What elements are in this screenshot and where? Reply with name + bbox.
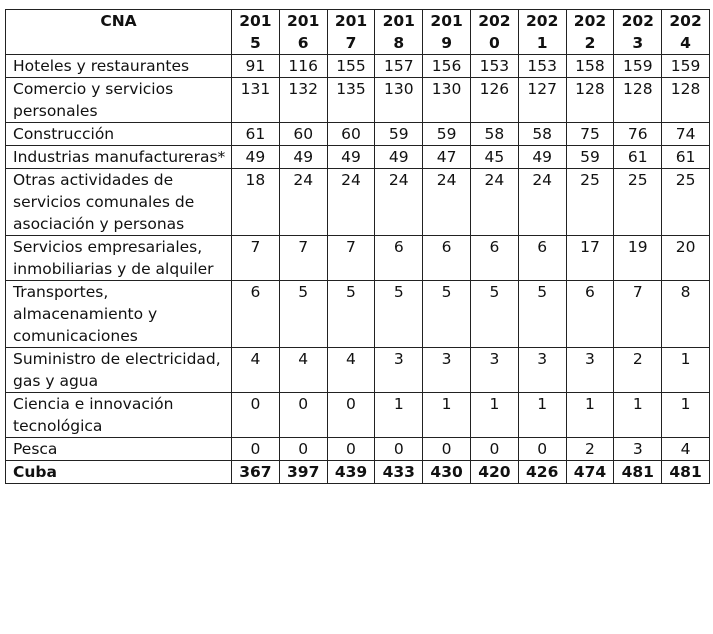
row-value: 128	[614, 78, 662, 123]
row-value: 6	[518, 236, 566, 281]
row-value: 1	[518, 393, 566, 438]
row-value: 153	[518, 55, 566, 78]
row-value: 1	[423, 393, 471, 438]
total-value: 420	[470, 461, 518, 484]
header-year: 2017	[327, 10, 375, 55]
row-value: 7	[232, 236, 280, 281]
row-value: 1	[470, 393, 518, 438]
row-value: 135	[327, 78, 375, 123]
row-value: 6	[423, 236, 471, 281]
total-label: Cuba	[6, 461, 232, 484]
table-row	[6, 438, 710, 461]
header-year: 2019	[423, 10, 471, 55]
row-value: 58	[470, 123, 518, 146]
row-value: 126	[470, 78, 518, 123]
row-value: 157	[375, 55, 423, 78]
row-value: 8	[662, 281, 710, 348]
row-value: 60	[279, 123, 327, 146]
row-value: 128	[566, 78, 614, 123]
header-year: 2023	[614, 10, 662, 55]
row-label: Transportes, almacenamiento y comunicaciones	[6, 281, 232, 348]
row-label: Pesca	[6, 438, 232, 461]
row-value: 24	[375, 169, 423, 236]
row-value: 159	[662, 55, 710, 78]
row-value: 18	[232, 169, 280, 236]
row-value: 116	[279, 55, 327, 78]
row-value: 7	[327, 236, 375, 281]
row-label: Hoteles y restaurantes	[6, 55, 232, 78]
row-label: Ciencia e innovación tecnológica	[6, 393, 232, 438]
row-value: 6	[470, 236, 518, 281]
row-value: 3	[375, 348, 423, 393]
row-value: 0	[279, 438, 327, 461]
row-value: 5	[279, 281, 327, 348]
row-value: 0	[232, 438, 280, 461]
row-value: 61	[614, 146, 662, 169]
row-value: 0	[518, 438, 566, 461]
total-row	[6, 461, 710, 484]
row-value: 1	[566, 393, 614, 438]
row-value: 1	[662, 393, 710, 438]
row-value: 5	[518, 281, 566, 348]
total-value: 397	[279, 461, 327, 484]
row-value: 4	[279, 348, 327, 393]
header-year: 2020	[470, 10, 518, 55]
row-value: 58	[518, 123, 566, 146]
row-value: 20	[662, 236, 710, 281]
table-row	[6, 123, 710, 146]
row-value: 3	[518, 348, 566, 393]
table-row	[6, 348, 710, 393]
row-value: 0	[423, 438, 471, 461]
row-value: 4	[232, 348, 280, 393]
row-value: 156	[423, 55, 471, 78]
row-value: 24	[470, 169, 518, 236]
total-value: 474	[566, 461, 614, 484]
row-value: 158	[566, 55, 614, 78]
row-value: 74	[662, 123, 710, 146]
row-value: 49	[279, 146, 327, 169]
cna-table	[5, 9, 710, 484]
row-value: 132	[279, 78, 327, 123]
row-label: Construcción	[6, 123, 232, 146]
header-year: 2015	[232, 10, 280, 55]
row-value: 75	[566, 123, 614, 146]
row-value: 0	[279, 393, 327, 438]
row-value: 60	[327, 123, 375, 146]
row-value: 5	[375, 281, 423, 348]
table-row	[6, 236, 710, 281]
row-label: Otras actividades de servicios comunales de asociación y personas	[6, 169, 232, 236]
row-value: 76	[614, 123, 662, 146]
header-row	[6, 10, 710, 55]
row-value: 131	[232, 78, 280, 123]
row-value: 2	[566, 438, 614, 461]
row-value: 130	[423, 78, 471, 123]
row-value: 24	[423, 169, 471, 236]
row-value: 7	[614, 281, 662, 348]
row-value: 25	[614, 169, 662, 236]
row-value: 5	[423, 281, 471, 348]
row-value: 24	[518, 169, 566, 236]
row-value: 0	[327, 393, 375, 438]
row-value: 6	[375, 236, 423, 281]
table-row	[6, 281, 710, 348]
row-value: 17	[566, 236, 614, 281]
row-value: 61	[662, 146, 710, 169]
row-value: 155	[327, 55, 375, 78]
table-row	[6, 169, 710, 236]
row-value: 24	[279, 169, 327, 236]
row-value: 6	[232, 281, 280, 348]
table-row	[6, 146, 710, 169]
row-value: 24	[327, 169, 375, 236]
row-value: 3	[423, 348, 471, 393]
row-value: 127	[518, 78, 566, 123]
row-value: 0	[470, 438, 518, 461]
total-value: 439	[327, 461, 375, 484]
row-value: 3	[470, 348, 518, 393]
row-value: 49	[327, 146, 375, 169]
row-value: 128	[662, 78, 710, 123]
row-value: 4	[327, 348, 375, 393]
table-row	[6, 393, 710, 438]
row-value: 3	[614, 438, 662, 461]
header-year: 2018	[375, 10, 423, 55]
row-value: 45	[470, 146, 518, 169]
row-value: 91	[232, 55, 280, 78]
row-value: 2	[614, 348, 662, 393]
row-value: 3	[566, 348, 614, 393]
total-value: 367	[232, 461, 280, 484]
row-value: 49	[375, 146, 423, 169]
total-value: 481	[662, 461, 710, 484]
header-year: 2016	[279, 10, 327, 55]
row-value: 159	[614, 55, 662, 78]
row-value: 7	[279, 236, 327, 281]
row-value: 153	[470, 55, 518, 78]
header-year: 2022	[566, 10, 614, 55]
row-value: 5	[327, 281, 375, 348]
header-cna: CNA	[6, 10, 232, 55]
total-value: 481	[614, 461, 662, 484]
row-value: 59	[566, 146, 614, 169]
row-value: 25	[662, 169, 710, 236]
row-value: 5	[470, 281, 518, 348]
row-value: 1	[375, 393, 423, 438]
row-value: 59	[375, 123, 423, 146]
row-label: Servicios empresariales, inmobiliarias y de alquiler	[6, 236, 232, 281]
header-year: 2021	[518, 10, 566, 55]
row-value: 25	[566, 169, 614, 236]
row-value: 19	[614, 236, 662, 281]
row-label: Suministro de electricidad, gas y agua	[6, 348, 232, 393]
total-value: 426	[518, 461, 566, 484]
row-label: Industrias manufactureras*	[6, 146, 232, 169]
row-value: 49	[518, 146, 566, 169]
row-value: 0	[327, 438, 375, 461]
row-value: 0	[375, 438, 423, 461]
row-value: 47	[423, 146, 471, 169]
row-value: 59	[423, 123, 471, 146]
row-label: Comercio y servicios personales	[6, 78, 232, 123]
row-value: 61	[232, 123, 280, 146]
row-value: 49	[232, 146, 280, 169]
table-row	[6, 55, 710, 78]
row-value: 0	[232, 393, 280, 438]
row-value: 6	[566, 281, 614, 348]
total-value: 433	[375, 461, 423, 484]
table-body	[6, 55, 710, 484]
row-value: 4	[662, 438, 710, 461]
header-year: 2024	[662, 10, 710, 55]
table-row	[6, 78, 710, 123]
row-value: 1	[614, 393, 662, 438]
row-value: 1	[662, 348, 710, 393]
row-value: 130	[375, 78, 423, 123]
total-value: 430	[423, 461, 471, 484]
